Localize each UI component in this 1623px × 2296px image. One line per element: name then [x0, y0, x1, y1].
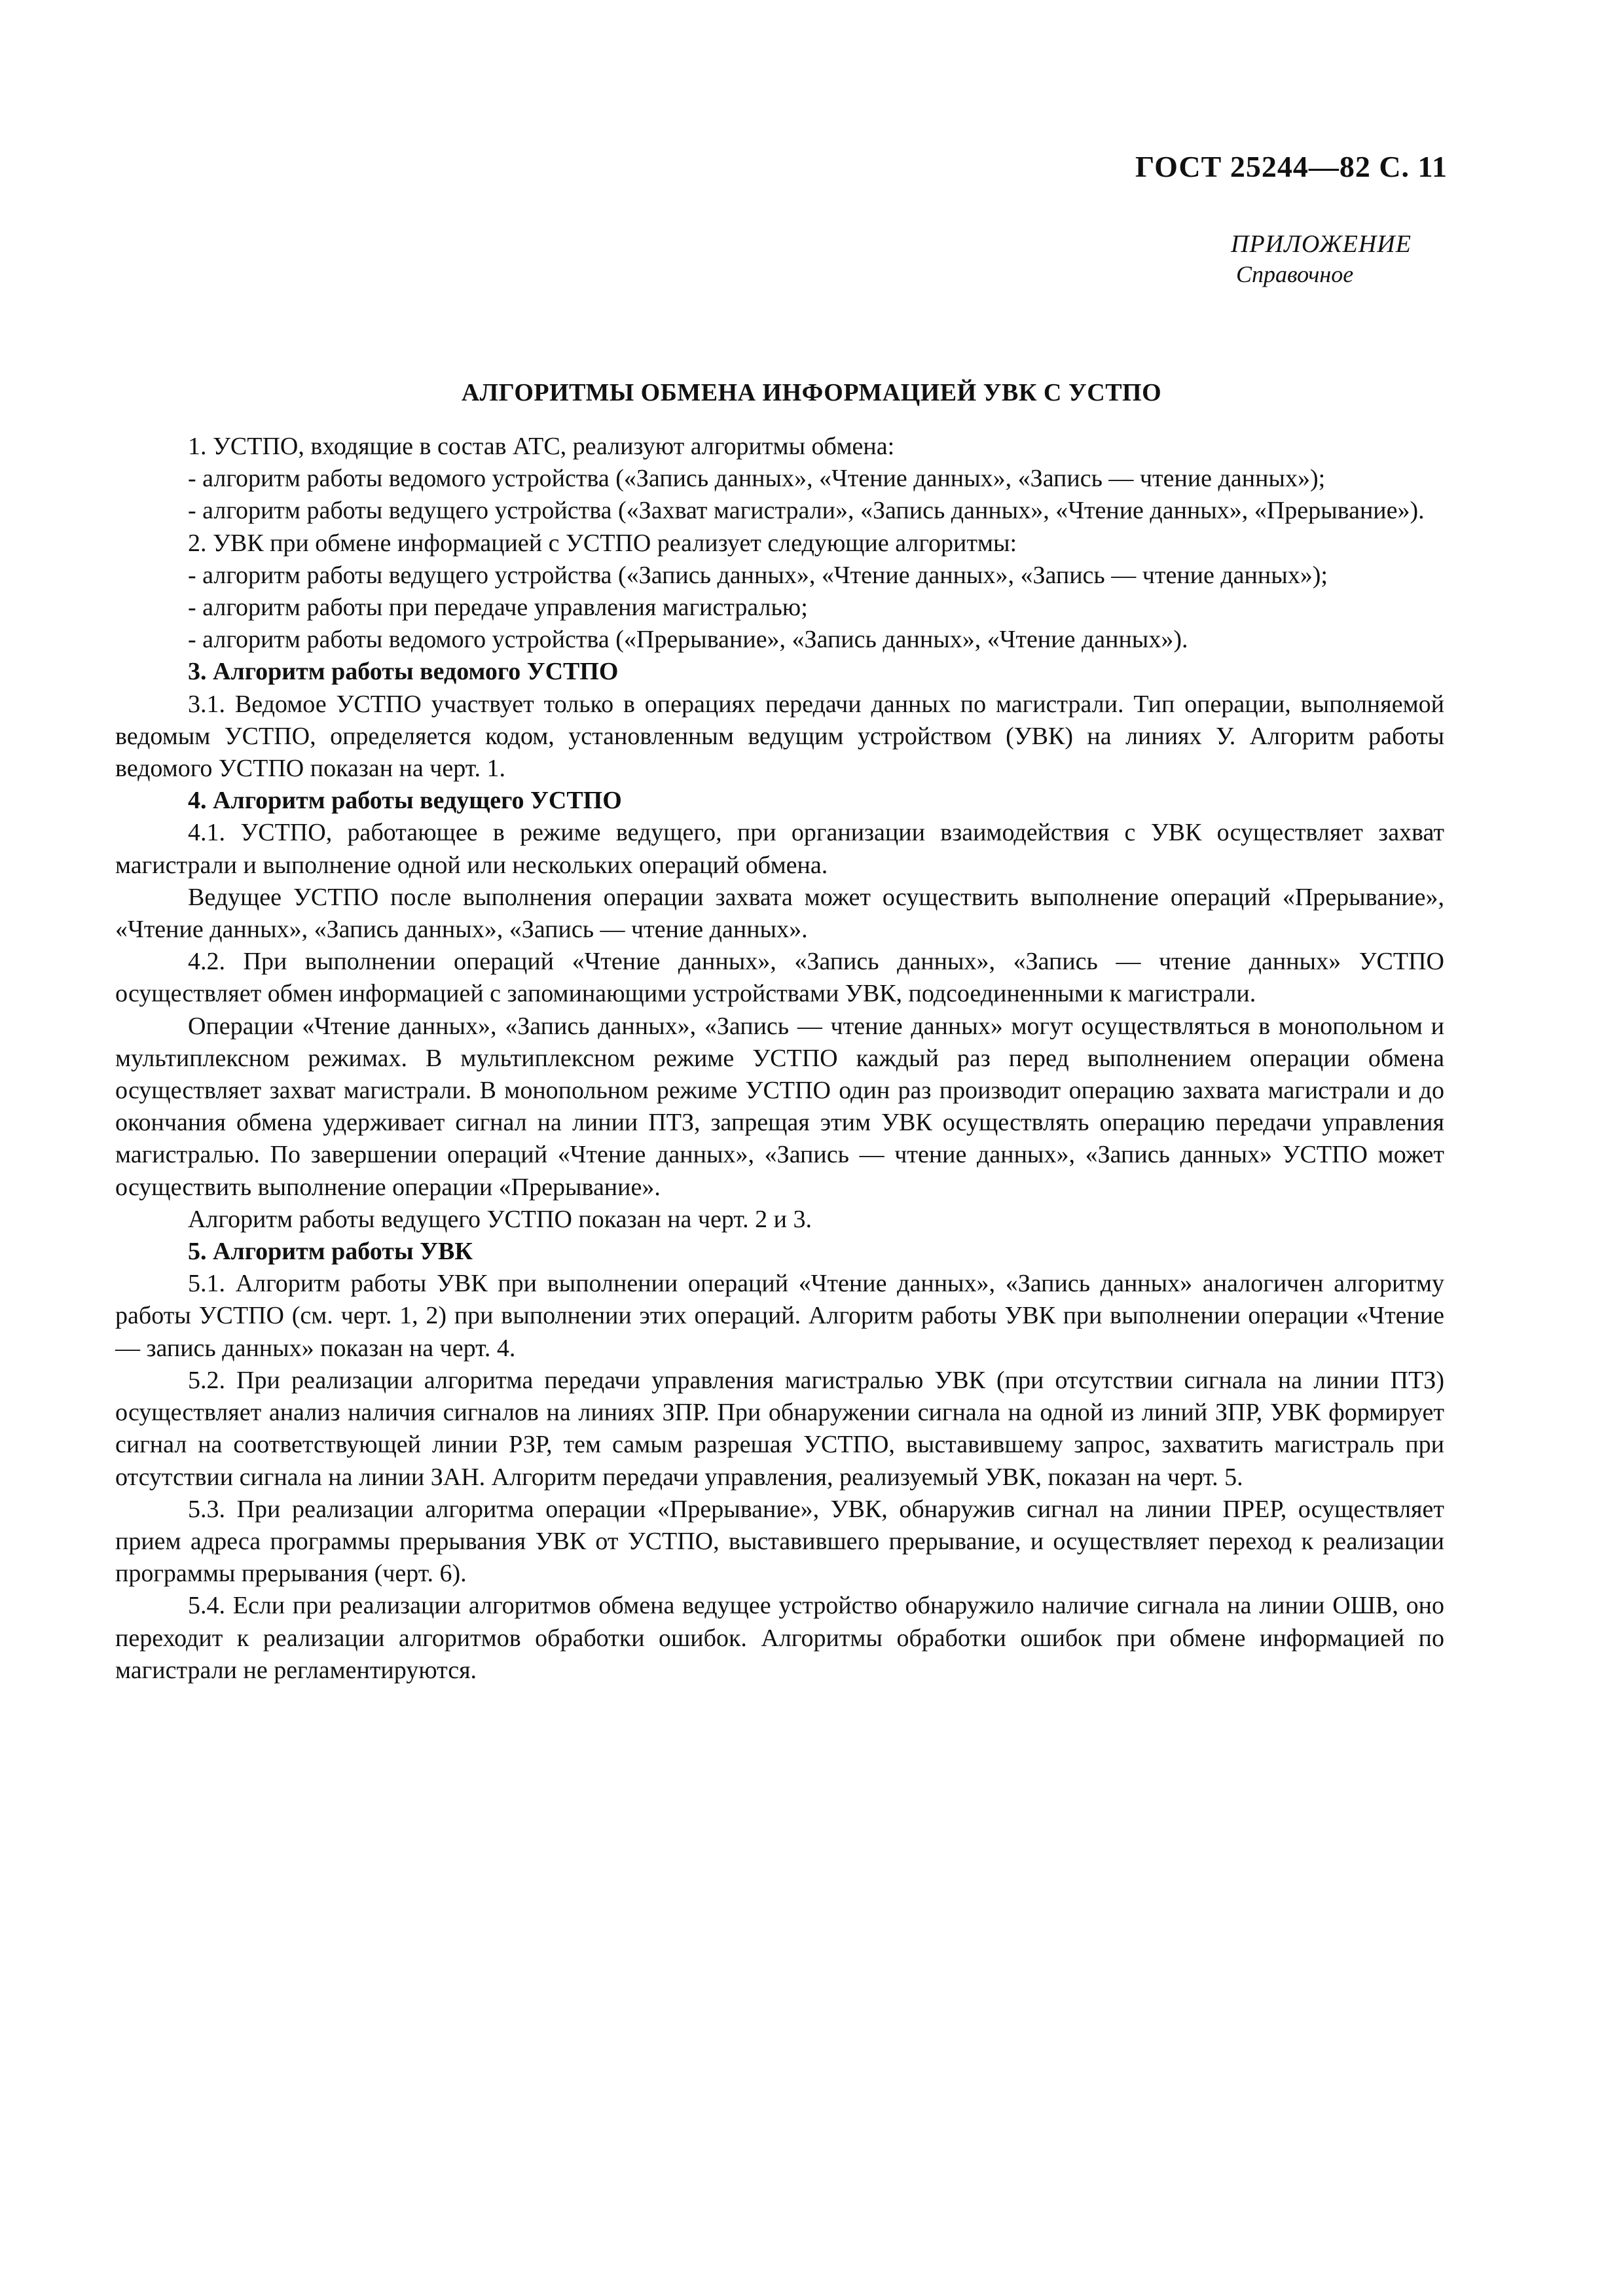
paragraph-4-2-b: Операции «Чтение данных», «Запись данных», «Запись — чтение данных» могут осуществляться в монопольном и мультиплексном режимах. В мультиплексном режиме УСТПО каждый раз перед выполнением операции обмена осуществляет захват магистрали. В монопольном режиме УСТПО один раз производит операцию захвата магистрали и до окончания обмена удерживает сигнал на линии ПТЗ, запрещая этим УВК осуществлять операцию передачи управления магистралью. По завершении операций «Чтение данных», «Запись — чтение данных», «Запись данных» УСТПО может осуществить выполнение операции «Прерывание».: [115, 1012, 1444, 1201]
paragraph-5-1: 5.1. Алгоритм работы УВК при выполнении операций «Чтение данных», «Запись данных» аналогичен алгоритму работы УСТПО (см. черт. 1, 2) при выполнении этих операций. Алгоритм работы УВК при выполнении операции «Чтение — запись данных» показан на черт. 4.: [115, 1270, 1444, 1362]
paragraph-4-1: 4.1. УСТПО, работающее в режиме ведущего, при организации взаимодействия с УВК осуществляет захват магистрали и выполнение одной или нескольких операций обмена.: [115, 819, 1444, 879]
paragraph-4-2: 4.2. При выполнении операций «Чтение данных», «Запись данных», «Запись — чтение данных» УСТПО осуществляет обмен информацией с запоминающими устройствами УВК, подсоединенными к магистрали.: [115, 948, 1444, 1008]
paragraph-2-item-3: - алгоритм работы ведомого устройства («Прерывание», «Запись данных», «Чтение данных»).: [188, 626, 1188, 654]
document-code: ГОСТ 25244—82 С. 11: [1135, 150, 1448, 183]
paragraph-1-item-1: - алгоритм работы ведомого устройства («Запись данных», «Чтение данных», «Запись — чтение данных»);: [188, 465, 1326, 493]
paragraph-5-3: 5.3. При реализации алгоритма операции «Прерывание», УВК, обнаружив сигнал на линии ПРЕР, осуществляет прием адреса программы прерывания УВК от УСТПО, выставившего прерывание, и осуществляет переход к реализации программы прерывания (черт. 6).: [115, 1495, 1444, 1588]
appendix-type: Справочное: [1236, 261, 1354, 287]
document-title: АЛГОРИТМЫ ОБМЕНА ИНФОРМАЦИЕЙ УВК С УСТПО: [461, 379, 1162, 406]
appendix-title: ПРИЛОЖЕНИЕ: [1231, 230, 1412, 258]
paragraph-5-2: 5.2. При реализации алгоритма передачи управления магистралью УВК (при отсутствии сигнала на линии ПТЗ) осуществляет анализ наличия сигналов на линиях ЗПР. При обнаружении сигнала на одной из линий ЗПР, УВК формирует сигнал на соответствующей линии РЗР, тем самым разрешая УСТПО, выставившему запрос, захватить магистраль при отсутствии сигнала на линии ЗАН. Алгоритм передачи управления, реализуемый УВК, показан на черт. 5.: [115, 1366, 1444, 1491]
paragraph-2-item-1: - алгоритм работы ведущего устройства («Запись данных», «Чтение данных», «Запись — чтение данных»);: [188, 561, 1328, 589]
paragraph-4-2-c: Алгоритм работы ведущего УСТПО показан на черт. 2 и 3.: [188, 1205, 812, 1233]
section-3-heading: 3. Алгоритм работы ведомого УСТПО: [188, 658, 619, 686]
paragraph-1-item-2: - алгоритм работы ведущего устройства («Захват магистрали», «Запись данных», «Чтение данных», «Прерывание»).: [188, 497, 1425, 525]
section-4-heading: 4. Алгоритм работы ведущего УСТПО: [188, 787, 622, 815]
document-body: [115, 431, 1444, 1687]
paragraph-2: 2. УВК при обмене информацией с УСТПО реализует следующие алгоритмы:: [188, 529, 1017, 557]
paragraph-5-4: 5.4. Если при реализации алгоритмов обмена ведущее устройство обнаружило наличие сигнала на линии ОШВ, оно переходит к реализации алгоритмов обработки ошибок. Алгоритмы обработки ошибок при обмене информацией по магистрали не регламентируются.: [115, 1592, 1444, 1684]
paragraph-4-1-b: Ведущее УСТПО после выполнения операции захвата может осуществить выполнение операций «Прерывание», «Чтение данных», «Запись данных», «Запись — чтение данных».: [115, 883, 1444, 944]
paragraph-1: 1. УСТПО, входящие в состав АТС, реализуют алгоритмы обмена:: [188, 433, 895, 460]
paragraph-3-1: 3.1. Ведомое УСТПО участвует только в операциях передачи данных по магистрали. Тип операции, выполняемой ведомым УСТПО, определяется кодом, установленным ведущим устройством (УВК) на линиях У. Алгоритм работы ведомого УСТПО показан на черт. 1.: [115, 690, 1444, 783]
section-5-heading: 5. Алгоритм работы УВК: [188, 1238, 473, 1266]
paragraph-2-item-2: - алгоритм работы при передаче управления магистралью;: [188, 594, 808, 622]
appendix-label: [1231, 229, 1412, 289]
